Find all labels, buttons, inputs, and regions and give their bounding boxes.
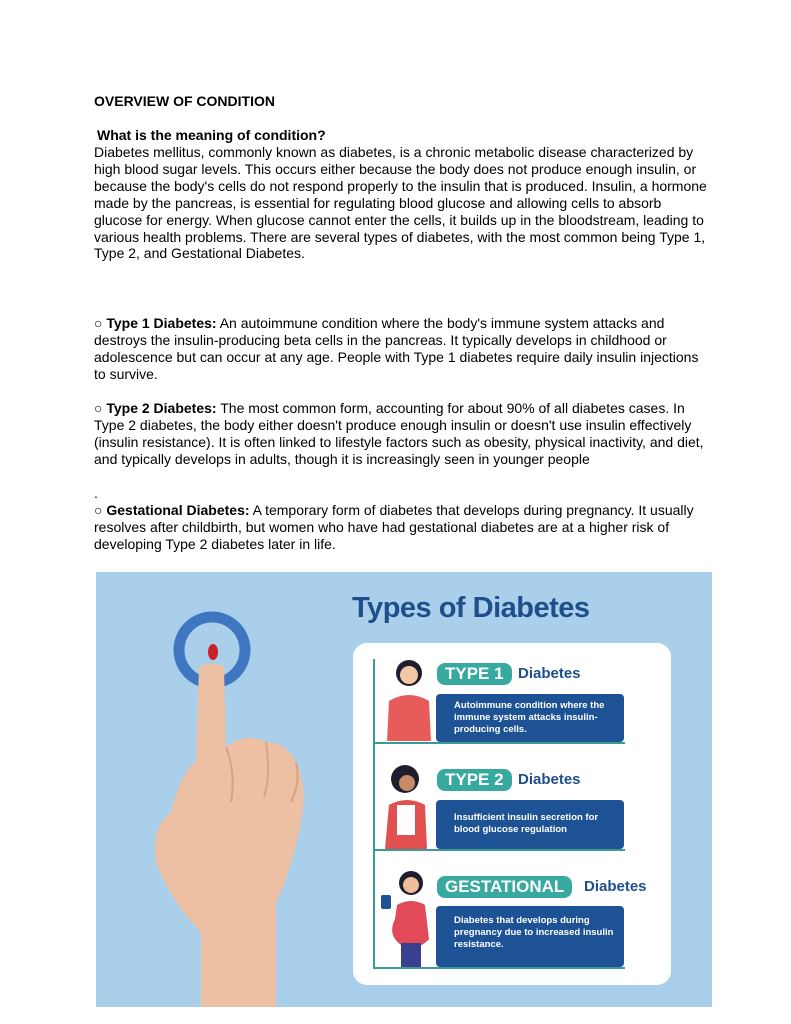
bullet-marker: ○ [94,400,103,416]
gestational-badge: GESTATIONAL [437,876,572,898]
divider [373,742,625,744]
woman-type1-icon [379,657,435,741]
type2-label: Diabetes [518,771,581,788]
bullet-text: A temporary form of diabetes that develops during pregnancy. It usually resolves after childbirth, but women who have had gestational diabetes are at a higher risk of developing Type 2 diabetes later in life. [94,502,694,552]
bullet-marker: ○ [94,315,103,331]
bullet-marker: ○ [94,502,103,518]
bullet-text: The most common form, accounting for about 90% of all diabetes cases. In Type 2 diabetes, the body either doesn't produce enough insulin or doesn't use insulin effectively (insulin resistance). It is often linked to lifestyle factors such as obesity, physical inactivity, and diet, and typically develops in adults, though it is increasingly seen in younger people [94,400,704,467]
woman-type2-icon [377,763,433,849]
timeline-line [373,659,375,968]
section-heading: OVERVIEW OF CONDITION [94,93,275,109]
type1-description: Autoimmune condition where the immune system attacks insulin-producing cells. [436,694,624,742]
type1-badge: TYPE 1 [437,663,512,685]
question-heading: What is the meaning of condition? [97,127,326,143]
bullet-term: Gestational Diabetes: [106,502,250,518]
bullet-text: An autoimmune condition where the body's immune system attacks and destroys the insulin-producing beta cells in the pancreas. It typically develops in childhood or adolescence but can occur at any age. People with Type 1 diabetes require daily insulin injections to survive. [94,315,699,382]
stray-period: . [94,485,98,501]
bullet-type2 [94,400,709,468]
intro-paragraph: Diabetes mellitus, commonly known as diabetes, is a chronic metabolic disease characterized by high blood sugar levels. This occurs either because the body does not produce enough insulin, or because the body's cells do not respond properly to the insulin that is produced. Insulin, a hormone made by the pancreas, is essential for regulating blood glucose and allowing cells to absorb glucose for energy. When glucose cannot enter the cells, it builds up in the bloodstream, leading to various health problems. There are several types of diabetes, with the most common being Type 1, Type 2, and Gestational Diabetes. [94,144,707,262]
types-panel [353,643,671,985]
type2-description: Insufficient insulin secretion for blood glucose regulation [436,800,624,849]
infographic-title: Types of Diabetes [352,592,590,624]
type1-label: Diabetes [518,665,581,682]
gestational-description: Diabetes that develops during pregnancy due to increased insulin resistance. [436,906,624,967]
type2-badge: TYPE 2 [437,769,512,791]
bullet-type1 [94,315,709,383]
types-of-diabetes-infographic [96,572,712,1007]
gestational-label: Diabetes [584,878,647,895]
divider [373,967,625,969]
pregnant-woman-icon [379,869,435,967]
divider [373,849,625,851]
bullet-term: Type 1 Diabetes: [106,315,217,331]
bullet-term: Type 2 Diabetes: [106,400,217,416]
bullet-gestational [94,502,709,553]
finger-prick-illustration [96,572,346,1007]
